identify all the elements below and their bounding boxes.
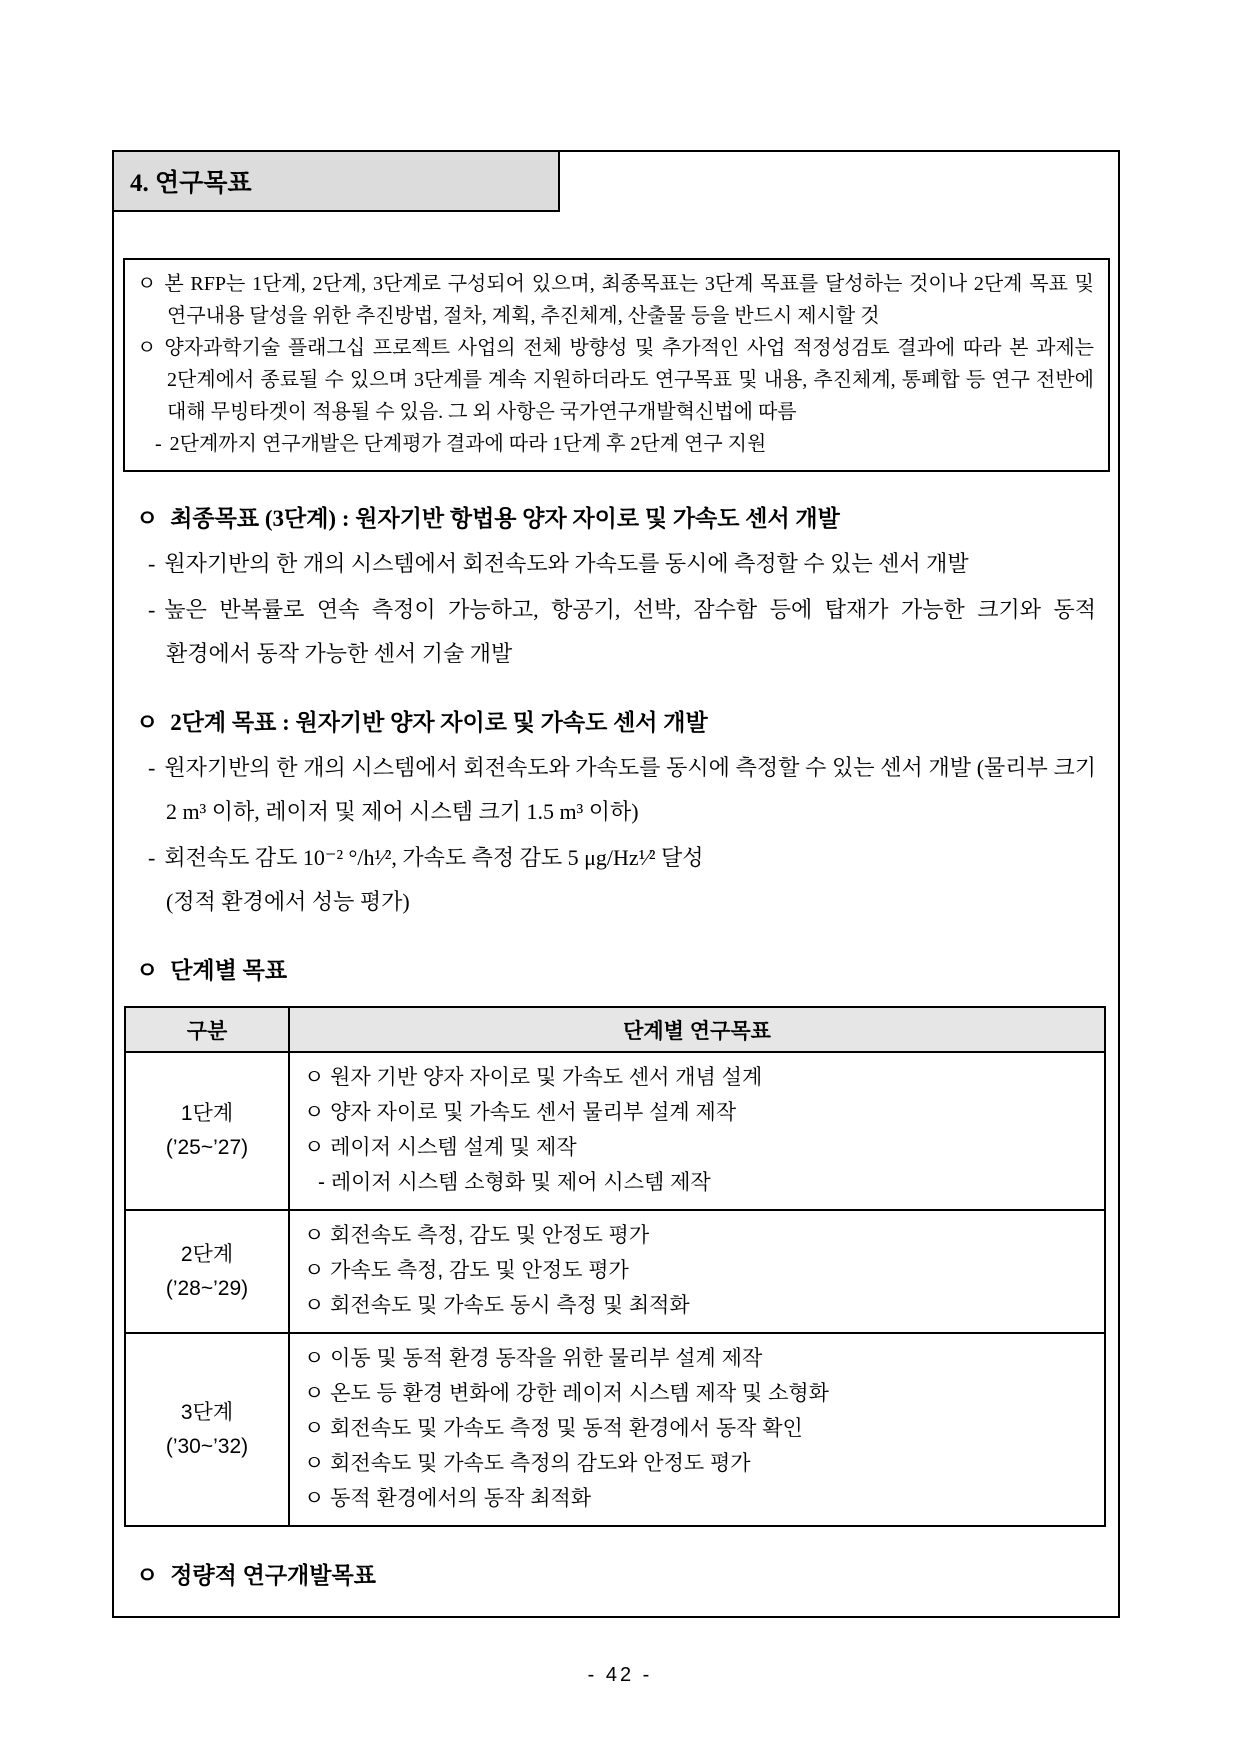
goal-line: ㅇ 원자 기반 양자 자이로 및 가속도 센서 개념 설계 — [304, 1066, 763, 1089]
item-dash: - — [148, 597, 156, 622]
stage-label: 3단계 — [180, 1400, 234, 1424]
notice-text: 2단계까지 연구개발은 단계평가 결과에 따라 1단계 후 2단계 연구 지원 — [169, 433, 767, 455]
goal-line: ㅇ 레이저 시스템 설계 및 제작 — [304, 1136, 577, 1159]
page-number: - 42 - — [587, 1664, 653, 1686]
goal-line: ㅇ 회전속도 및 가속도 측정의 감도와 안정도 평가 — [304, 1452, 751, 1475]
goal-line: ㅇ 가속도 측정, 감도 및 안정도 평가 — [304, 1259, 629, 1282]
stage-goals-heading — [136, 950, 1096, 992]
stage2-goal-item — [148, 746, 1096, 834]
notice-item — [137, 332, 1094, 428]
stage-cell — [125, 1052, 289, 1210]
table-row-stage3 — [125, 1333, 1105, 1526]
table-header-category: 구분 — [125, 1007, 289, 1052]
goals-cell — [289, 1052, 1105, 1210]
goal-line: ㅇ 회전속도 및 가속도 측정 및 동적 환경에서 동작 확인 — [304, 1417, 803, 1440]
final-goal-section — [136, 498, 1096, 676]
item-text: 원자기반의 한 개의 시스템에서 회전속도와 가속도를 동시에 측정할 수 있는 센서 개발 (물리부 크기 2 m³ 이하, 레이저 및 제어 시스템 크기 1.5 m³ 이하) — [164, 755, 1096, 824]
stage2-goal-heading — [136, 702, 1096, 744]
table-row-stage1 — [125, 1052, 1105, 1210]
notice-box — [123, 258, 1110, 472]
stage-cell — [125, 1333, 289, 1526]
final-goal-heading — [136, 498, 1096, 540]
item-dash: - — [148, 755, 156, 780]
notice-item — [137, 268, 1094, 332]
goal-line: ㅇ 이동 및 동적 환경 동작을 위한 물리부 설계 제작 — [304, 1347, 763, 1370]
goal-line: ㅇ 회전속도 및 가속도 동시 측정 및 최적화 — [304, 1294, 690, 1317]
notice-bullet: ㅇ — [137, 273, 157, 295]
table-row-stage2 — [125, 1210, 1105, 1333]
stage-period: (’30~’32) — [165, 1434, 249, 1458]
notice-text: 본 RFP는 1단계, 2단계, 3단계로 구성되어 있으며, 최종목표는 3단계 목표를 달성하는 것이나 2단계 목표 및 연구내용 달성을 위한 추진방법, 절차, 계획, 추진체계, 산출물 등을 반드시 제시할 것 — [164, 273, 1094, 327]
goal-line: ㅇ 동적 환경에서의 동작 최적화 — [304, 1487, 592, 1510]
item-dash: - — [148, 551, 156, 576]
heading-text: 최종목표 (3단계) : 원자기반 항법용 양자 자이로 및 가속도 센서 개발 — [170, 506, 840, 531]
stage2-goal-item — [148, 836, 1096, 924]
stage-period: (’28~’29) — [165, 1276, 249, 1300]
stage-label: 1단계 — [180, 1102, 234, 1125]
table-header-goals: 단계별 연구목표 — [289, 1007, 1105, 1052]
notice-text: 양자과학기술 플래그십 프로젝트 사업의 전체 방향성 및 추가적인 사업 적정성검토 결과에 따라 본 과제는 2단계에서 종료될 수 있으며 3단계를 계속 지원하더라도 연구목표 및 내용, 추진체계, 통폐합 등 연구 전반에 대해 무빙타겟이 적용될 수 있음. 그 외 사항은 국가연구개발혁신법에 따름 — [164, 337, 1094, 423]
goals-cell — [289, 1333, 1105, 1526]
final-goal-item — [148, 588, 1096, 676]
item-text: 높은 반복률로 연속 측정이 가능하고, 항공기, 선박, 잠수함 등에 탑재가 가능한 크기와 동적 환경에서 동작 가능한 센서 기술 개발 — [164, 597, 1096, 666]
goal-line: ㅇ 온도 등 환경 변화에 강한 레이저 시스템 제작 및 소형화 — [304, 1382, 829, 1405]
goal-sub-line: - 레이저 시스템 소형화 및 제어 시스템 제작 — [318, 1171, 711, 1194]
stage-cell — [125, 1210, 289, 1333]
section-title: 4. 연구목표 — [130, 170, 252, 197]
stage-goal-table — [124, 1006, 1106, 1527]
section-title-box — [112, 150, 560, 212]
stage-label: 2단계 — [180, 1242, 234, 1266]
item-dash: - — [148, 845, 156, 870]
item-text: 회전속도 감도 10⁻² °/h¹⁄², 가속도 측정 감도 5 μg/Hz¹⁄² 달성 — [164, 845, 704, 870]
stage-period: (’25~’27) — [165, 1136, 249, 1159]
heading-text: 단계별 목표 — [170, 958, 288, 983]
quantitative-goal-heading — [136, 1557, 1118, 1590]
heading-text: 정량적 연구개발목표 — [170, 1563, 376, 1588]
content-frame — [112, 150, 1120, 1618]
goal-line: ㅇ 양자 자이로 및 가속도 센서 물리부 설계 제작 — [304, 1101, 737, 1124]
goal-line: ㅇ 회전속도 측정, 감도 및 안정도 평가 — [304, 1224, 650, 1247]
goal-note: (정적 환경에서 성능 평가) — [166, 889, 410, 914]
item-text: 원자기반의 한 개의 시스템에서 회전속도와 가속도를 동시에 측정할 수 있는 센서 개발 — [164, 551, 969, 576]
notice-bullet: ㅇ — [137, 337, 157, 359]
heading-bullet: ㅇ — [136, 958, 159, 983]
notice-sub-item — [143, 428, 1094, 460]
goals-cell — [289, 1210, 1105, 1333]
heading-text: 2단계 목표 : 원자기반 양자 자이로 및 가속도 센서 개발 — [170, 710, 708, 735]
heading-bullet: ㅇ — [136, 1563, 159, 1588]
table-header-row — [125, 1007, 1105, 1052]
stage-goals-section — [136, 950, 1096, 992]
heading-bullet: ㅇ — [136, 506, 159, 531]
notice-dash: - — [155, 433, 162, 455]
heading-bullet: ㅇ — [136, 710, 159, 735]
stage2-goal-section — [136, 702, 1096, 924]
final-goal-item — [148, 542, 1096, 586]
